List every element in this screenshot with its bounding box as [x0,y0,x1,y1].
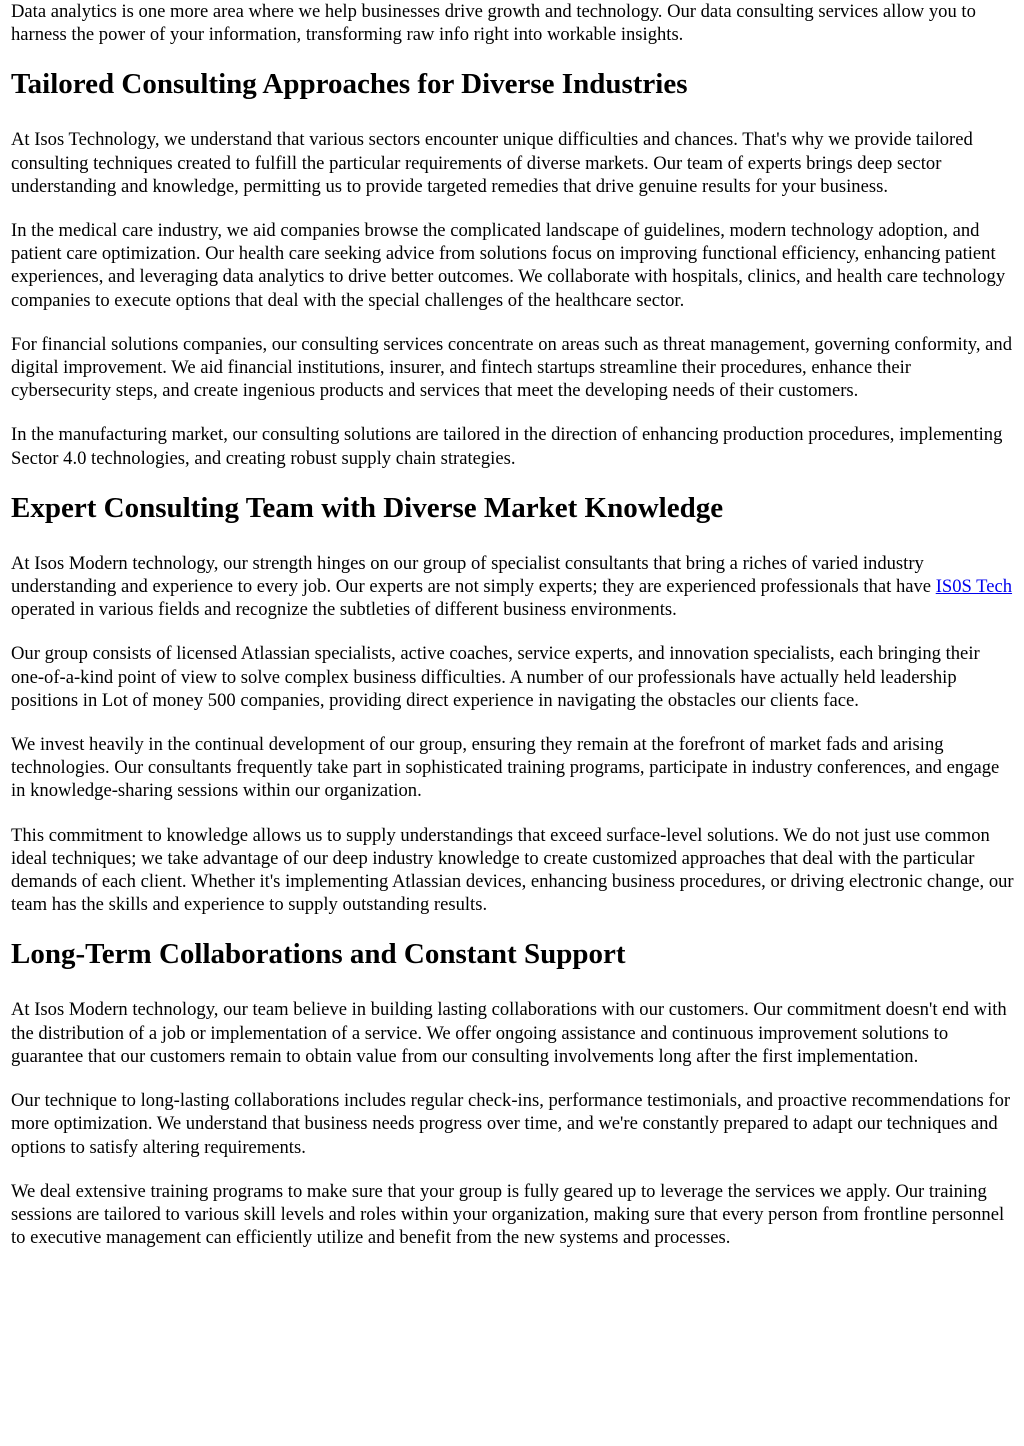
paragraph: In the manufacturing market, our consulting solutions are tailored in the direction of enhancing production procedures, implementing Sector 4.0 technologies, and creating robust supply chain strategies. [11,424,1003,469]
paragraph: Our group consists of licensed Atlassian specialists, active coaches, service experts, and innovation specialists, each bringing their one-of-a-kind point of view to solve complex business difficulties. A number of our professionals have actually held leadership positions in Lot of money 500 companies, providing direct experience in navigating the obstacles our clients face. [11,643,980,711]
paragraph: At Isos Modern technology, our team believe in building lasting collaborations with our customers. Our commitment doesn't end with the distribution of a job or implementation of a service. We offer ongoing assistance and continuous improvement solutions to guarantee that our customers remain to obtain value from our consulting involvements long after the first implementation. [11,999,1007,1067]
section-heading-tailored-consulting: Tailored Consulting Approaches for Diverse Industries [11,68,688,101]
text-segment: operated in various fields and recognize the subtleties of different business environments. [11,599,677,621]
paragraph: In the medical care industry, we aid companies browse the complicated landscape of guidelines, modern technology adoption, and patient care optimization. Our health care seeking advice from solutions focus on improving functional efficiency, enhancing patient experiences, and leveraging data analytics to drive better outcomes. We collaborate with hospitals, clinics, and health care technology companies to execute options that deal with the special challenges of the healthcare sector. [11,220,1006,311]
isos-tech-link[interactable]: IS0S Tech [935,576,1013,598]
paragraph: Our technique to long-lasting collaborations includes regular check-ins, performance testimonials, and proactive recommendations for more optimization. We understand that business needs progress over time, and we're constantly prepared to adapt our techniques and options to satisfy altering requirements. [11,1090,1011,1158]
section-heading-expert-team: Expert Consulting Team with Diverse Market Knowledge [11,491,724,524]
text-segment: At Isos Modern technology, our strength hinges on our group of specialist consultants that bring a riches of varied industry understanding and experience to every job. Our experts are not simply experts; they are experienced professionals that have [11,552,936,598]
paragraph: We deal extensive training programs to make sure that your group is fully geared up to leverage the services we apply. Our training sessions are tailored to various skill levels and roles within your organization, making sure that every person from frontline personnel to executive management can efficiently utilize and benefit from the new systems and processes. [11,1180,1005,1249]
intro-paragraph: Data analytics is one more area where we help businesses drive growth and technology. Our data consulting services allow you to harness the power of your information, transforming raw info right into workable insights. [11,1,976,46]
paragraph: We invest heavily in the continual development of our group, ensuring they remain at the forefront of market fads and arising technologies. Our consultants frequently take part in sophisticated training programs, participate in industry conferences, and engage in knowledge-sharing sessions within our organization. [11,734,1000,802]
paragraph: At Isos Technology, we understand that various sectors encounter unique difficulties and chances. That's why we provide tailored consulting techniques created to fulfill the particular requirements of diverse markets. Our team of experts brings deep sector understanding and knowledge, permitting us to provide targeted remedies that drive genuine results for your business. [11,129,973,197]
section-heading-long-term-collaborations: Long-Term Collaborations and Constant Support [11,938,626,971]
paragraph: This commitment to knowledge allows us to supply understandings that exceed surface-level solutions. We do not just use common ideal techniques; we take advantage of our deep industry knowledge to create customized approaches that deal with the particular demands of each client. Whether it's implementing Atlassian devices, enhancing business procedures, or driving electronic change, our team has the skills and experience to supply outstanding results. [11,824,1014,916]
paragraph-with-link [11,552,1014,622]
paragraph: For financial solutions companies, our consulting services concentrate on areas such as threat management, governing conformity, and digital improvement. We aid financial institutions, insurer, and fintech startups streamline their procedures, enhance their cybersecurity steps, and create ingenious products and services that meet the developing needs of their customers. [11,333,1013,402]
